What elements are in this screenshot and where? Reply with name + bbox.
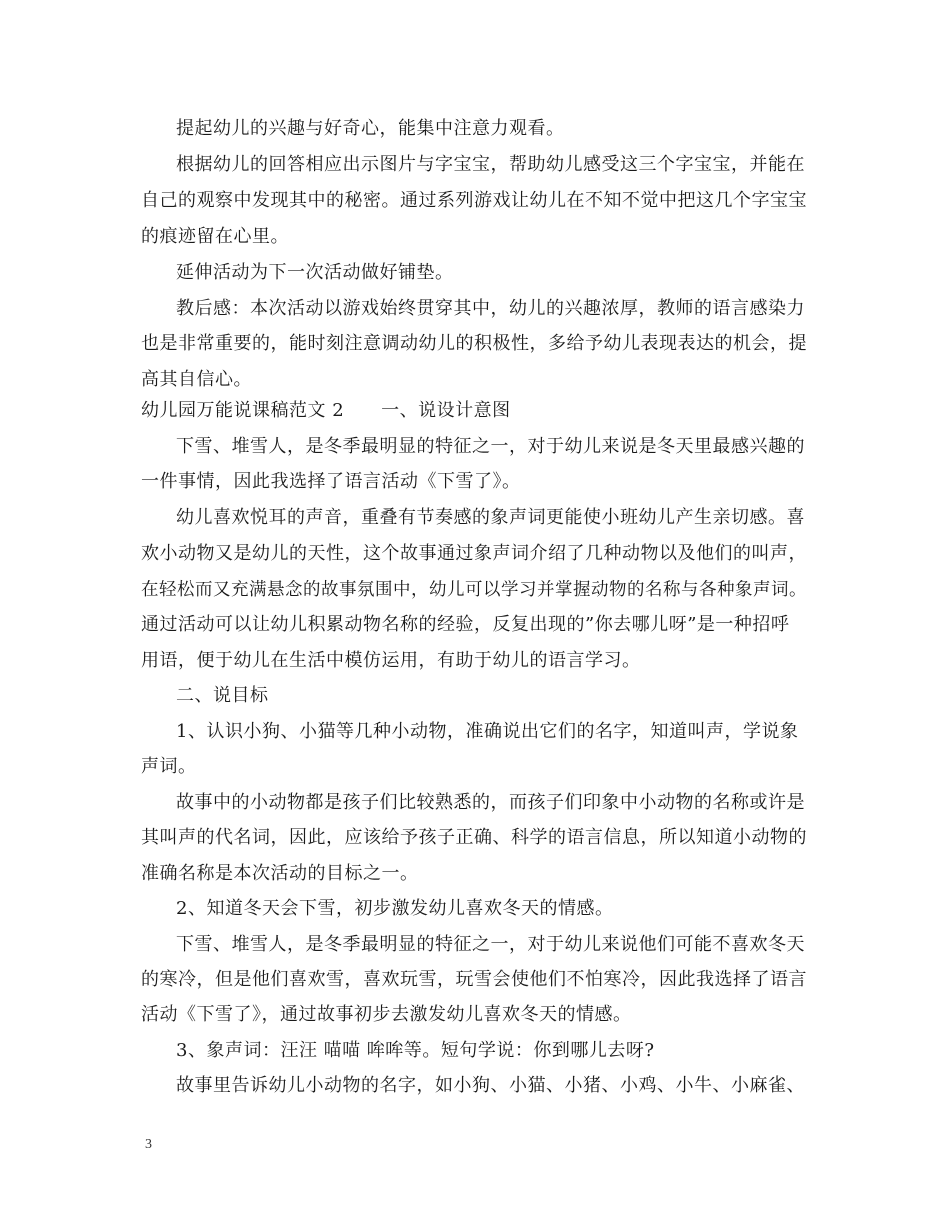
paragraph-line: 幼儿喜欢悦耳的声音，重叠有节奏感的象声词更能使小班幼儿产生亲切感。喜 bbox=[176, 507, 805, 528]
paragraph-line: 延伸活动为下一次活动做好铺垫。 bbox=[176, 262, 454, 283]
paragraph-line: 下雪、堆雪人，是冬季最明显的特征之一，对于幼儿来说是冬天里最感兴趣的 bbox=[176, 436, 805, 457]
paragraph-line: 的痕迹留在心里。 bbox=[141, 226, 289, 247]
paragraph-line: 声词。 bbox=[141, 756, 197, 777]
paragraph-line: 教后感：本次活动以游戏始终贯穿其中，幼儿的兴趣浓厚，教师的语言感染力 bbox=[176, 298, 805, 319]
paragraph-line: 故事中的小动物都是孩子们比较熟悉的，而孩子们印象中小动物的名称或许是 bbox=[176, 792, 805, 813]
paragraph-line: 也是非常重要的，能时刻注意调动幼儿的积极性，多给予幼儿表现表达的机会，提 bbox=[141, 333, 807, 354]
paragraph-line: 1、认识小狗、小猫等几种小动物，准确说出它们的名字，知道叫声，学说象 bbox=[176, 721, 799, 742]
paragraph-line: 的寒冷，但是他们喜欢雪，喜欢玩雪，玩雪会使他们不怕寒冷，因此我选择了语言 bbox=[141, 969, 807, 990]
paragraph-line: 其叫声的代名词，因此，应该给予孩子正确、科学的语言信息，所以知道小动物的 bbox=[141, 827, 807, 848]
paragraph-line: 下雪、堆雪人，是冬季最明显的特征之一，对于幼儿来说他们可能不喜欢冬天 bbox=[176, 934, 805, 955]
paragraph-line: 一件事情，因此我选择了语言活动《下雪了》。 bbox=[141, 471, 521, 492]
paragraph-line: 故事里告诉幼儿小动物的名字，如小狗、小猫、小猪、小鸡、小牛、小麻雀、 bbox=[176, 1075, 805, 1096]
paragraph-line: 高其自信心。 bbox=[141, 369, 252, 390]
page-number: 3 bbox=[145, 1137, 152, 1152]
paragraph-line: 欢小动物又是幼儿的天性，这个故事通过象声词介绍了几种动物以及他们的叫声， bbox=[141, 543, 807, 564]
section-heading: 幼儿园万能说课稿范文 2 一、说设计意图 bbox=[141, 400, 511, 421]
section-heading: 二、说目标 bbox=[176, 685, 269, 706]
paragraph-line: 自己的观察中发现其中的秘密。通过系列游戏让幼儿在不知不觉中把这几个字宝宝 bbox=[141, 190, 807, 211]
paragraph-line: 2、知道冬天会下雪，初步激发幼儿喜欢冬天的情感。 bbox=[176, 898, 614, 919]
paragraph-line: 活动《下雪了》，通过故事初步去激发幼儿喜欢冬天的情感。 bbox=[141, 1004, 632, 1025]
paragraph-line: 提起幼儿的兴趣与好奇心，能集中注意力观看。 bbox=[176, 118, 565, 139]
paragraph-line: 用语，便于幼儿在生活中模仿运用，有助于幼儿的语言学习。 bbox=[141, 650, 641, 671]
paragraph-line: 3、象声词：汪汪 喵喵 哞哞等。短句学说：你到哪儿去呀? bbox=[176, 1040, 655, 1061]
paragraph-line: 在轻松而又充满悬念的故事氛围中，幼儿可以学习并掌握动物的名称与各种象声词。 bbox=[141, 580, 807, 600]
paragraph-line: 通过活动可以让幼儿积累动物名称的经验，反复出现的”你去哪儿呀”是一种招呼 bbox=[141, 614, 790, 635]
paragraph-line: 根据幼儿的回答相应出示图片与字宝宝，帮助幼儿感受这三个字宝宝，并能在 bbox=[176, 154, 805, 175]
paragraph-line: 准确名称是本次活动的目标之一。 bbox=[141, 863, 419, 884]
